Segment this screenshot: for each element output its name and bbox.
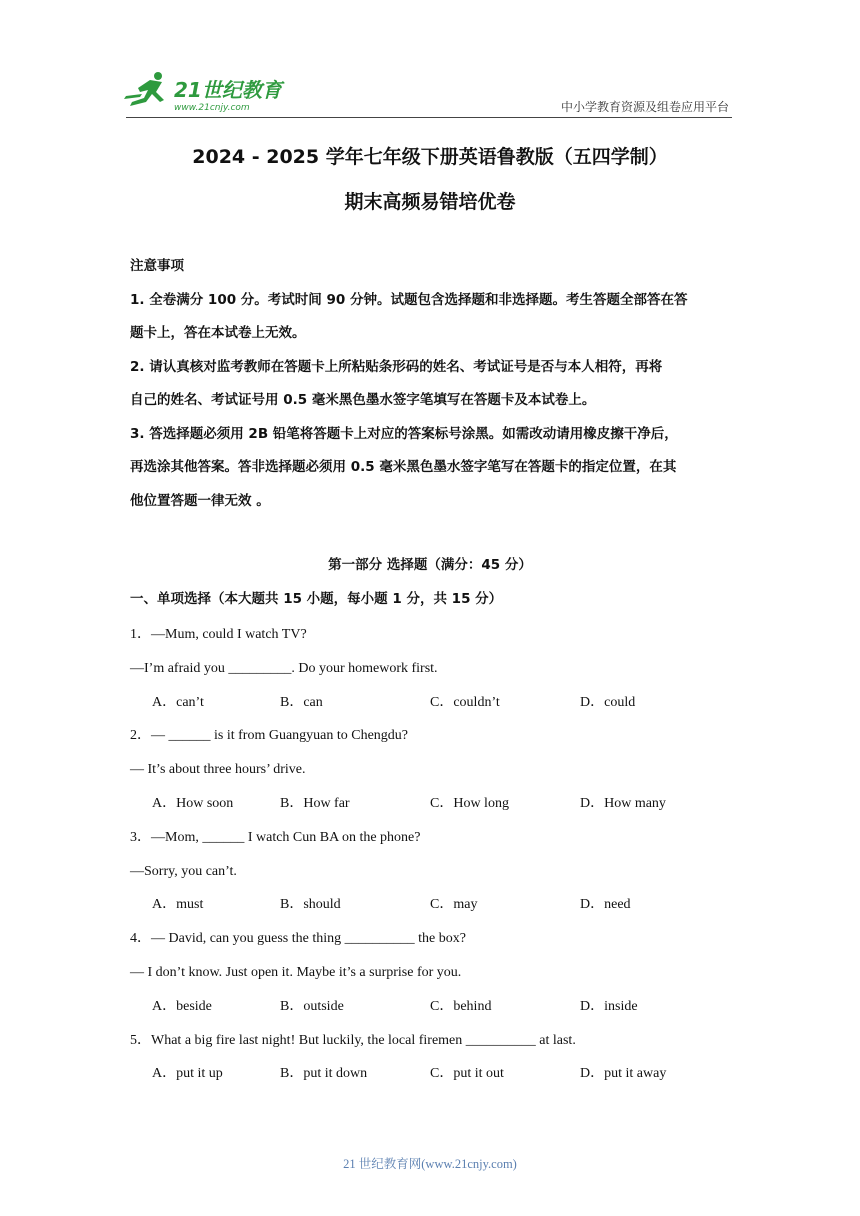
- question-2: [130, 719, 740, 820]
- question-4: [130, 922, 740, 1023]
- question-stem: —Sorry, you can’t.: [130, 863, 237, 879]
- option-b: B．can: [280, 694, 323, 710]
- question-stem: 5．What a big fire last night! But luckily, the local firemen __________ at last.: [130, 1032, 576, 1048]
- platform-label: 中小学教育资源及组卷应用平台: [560, 100, 729, 114]
- option-row: [130, 1057, 740, 1091]
- option-a: A．can’t: [152, 694, 204, 710]
- option-a: A．put it up: [152, 1066, 223, 1082]
- question-stem: —I’m afraid you _________. Do your homework first.: [130, 660, 438, 676]
- header-divider: [126, 117, 732, 118]
- notes-line: 题卡上，答在本试卷上无效。: [130, 325, 306, 341]
- option-row: [130, 888, 740, 922]
- option-a: A．must: [152, 897, 204, 913]
- option-c: C．behind: [430, 998, 492, 1014]
- option-row: [130, 990, 740, 1024]
- logo-url: www.21cnjy.com: [174, 103, 250, 113]
- exam-subtitle: 期末高频易错培优卷: [344, 191, 516, 213]
- logo-21cnjy: [122, 70, 292, 114]
- notes-line: 再选涂其他答案。答非选择题必须用 0.5 毫米黑色墨水签字笔写在答题卡的指定位置，在其: [130, 459, 677, 475]
- notes-line: 他位置答题一律无效 。: [130, 492, 270, 509]
- option-a: A．beside: [152, 998, 212, 1014]
- section-title: 第一部分 选择题（满分：45 分）: [328, 557, 532, 573]
- question-list: [130, 618, 740, 1091]
- part-title: 一、单项选择（本大题共 15 小题，每小题 1 分，共 15 分）: [130, 591, 503, 607]
- option-a: A．How soon: [152, 795, 234, 811]
- option-c: C．may: [430, 897, 478, 913]
- question-5: [130, 1024, 740, 1092]
- option-b: B．outside: [280, 998, 344, 1014]
- footer-link[interactable]: 21 世纪教育网(www.21cnjy.com): [343, 1157, 517, 1171]
- notes-line: 3. 答选择题必须用 2B 铅笔将答题卡上对应的答案标号涂黑。如需改动请用橡皮擦干净后，: [130, 425, 678, 442]
- notes-heading: 注意事项: [130, 258, 184, 274]
- option-d: D．inside: [580, 998, 638, 1014]
- logo-text: 21世纪教育: [174, 78, 282, 102]
- notes-line: 1. 全卷满分 100 分。考试时间 90 分钟。试题包含选择题和非选择题。考生答题全部答在答: [130, 291, 688, 308]
- option-d: D．put it away: [580, 1066, 667, 1082]
- question-stem: 3．—Mom, ______ I watch Cun BA on the phone?: [130, 829, 421, 845]
- page-header: [0, 0, 860, 120]
- option-b: B．put it down: [280, 1066, 368, 1082]
- question-stem: — I don’t know. Just open it. Maybe it’s a surprise for you.: [130, 964, 462, 980]
- option-b: B．How far: [280, 795, 350, 811]
- option-d: D．could: [580, 694, 636, 710]
- option-row: [130, 787, 740, 821]
- notes-section: [130, 250, 734, 518]
- question-stem: — It’s about three hours’ drive.: [130, 762, 306, 778]
- option-c: C．put it out: [430, 1066, 504, 1082]
- question-3: [130, 821, 740, 922]
- exam-title: 2024 - 2025 学年七年级下册英语鲁教版（五四学制）: [192, 146, 668, 168]
- question-stem: 1．—Mum, could I watch TV?: [130, 627, 307, 642]
- question-stem: 4．— David, can you guess the thing __________ the box?: [130, 931, 466, 947]
- notes-line: 2. 请认真核对监考教师在答题卡上所粘贴条形码的姓名、考试证号是否与本人相符，再将: [130, 358, 663, 375]
- option-b: B．should: [280, 897, 341, 913]
- option-row: [130, 686, 740, 720]
- option-d: D．How many: [580, 795, 666, 811]
- option-c: C．How long: [430, 795, 509, 811]
- option-d: D．need: [580, 897, 631, 913]
- option-c: C．couldn’t: [430, 694, 500, 710]
- question-stem: 2．— ______ is it from Guangyuan to Chengdu?: [130, 728, 409, 744]
- question-1: [130, 618, 740, 719]
- notes-line: 自己的姓名、考试证号用 0.5 毫米黑色墨水签字笔填写在答题卡及本试卷上。: [130, 392, 596, 408]
